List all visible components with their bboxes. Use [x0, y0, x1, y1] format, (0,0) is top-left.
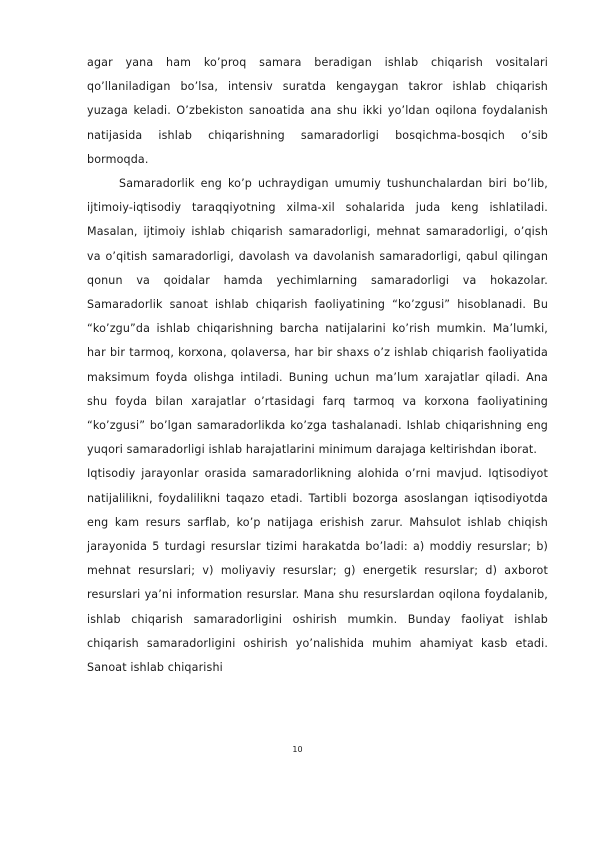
paragraph-1: agar yana ham ko’proq samara beradigan ishlab chiqarish vositalari qo’llaniladigan bo’lsa, intensiv suratda kengaygan takror ishlab chiqarish yuzaga keladi. O’zbekiston sanoatida ana shu ikki yo’ldan oqilona foydalanish natijasida ishlab chiqarishning samaradorligi bosqichma-bosqich o’sib bormoqda. — [87, 56, 548, 166]
document-body — [87, 51, 548, 680]
paragraph-2: Samaradorlik eng ko’p uchraydigan umumiy tushunchalardan biri bo’lib, ijtimoiy-iqtisodiy taraqqiyotning xilma-xil sohalarida juda keng ishlatiladi. Masalan, ijtimoiy ishlab chiqarish samaradorligi, mehnat samaradorligi, o’qish va o’qitish samaradorligi, davolash va davolanish samaradorligi, qabul qilingan qonun va qoidalar hamda yechimlarning samaradorligi va hokazolar. Samaradorlik sanoat ishlab chiqarish faoliyatining “ko’zgusi” hisoblanadi. Bu “ko’zgu”da ishlab chiqarishning barcha natijalarini ko’rish mumkin. Ma’lumki, har bir tarmoq, korxona, qolaversa, har bir shaxs o’z ishlab chiqarish faoliyatida maksimum foyda olishga intiladi. Buning uchun ma’lum xarajatlar qiladi. Ana shu foyda bilan xarajatlar o’rtasidagi farq tarmoq va korxona faoliyatining “ko’zgusi” bo’lgan samaradorlikda ko’zga tashalanadi. Ishlab chiqarishning eng yuqori samaradorligi ishlab harajatlarini minimum darajaga keltirishdan iborat. — [87, 177, 548, 457]
page-number: 10 — [292, 745, 303, 754]
paragraph-3: Iqtisodiy jarayonlar orasida samaradorlikning alohida o’rni mavjud. Iqtisodiyot natijalilikni, foydalilikni taqazo etadi. Tartibli bozorga asoslangan iqtisodiyotda eng kam resurs sarflab, ko’p natijaga erishish zarur. Mahsulot ishlab chiqish jarayonida 5 turdagi resurslar tizimi harakatda bo’ladi: a) moddiy resurslar; b) mehnat resurslari; v) moliyaviy resurslar; g) energetik resurslar; d) axborot resurslari ya’ni information resurslar. Mana shu resurslardan oqilona foydalanib, ishlab chiqarish samaradorligini oshirish mumkin. Bunday faoliyat ishlab chiqarish samaradorligini oshirish yo’nalishida muhim ahamiyat kasb etadi. Sanoat ishlab chiqarishi — [87, 467, 548, 675]
